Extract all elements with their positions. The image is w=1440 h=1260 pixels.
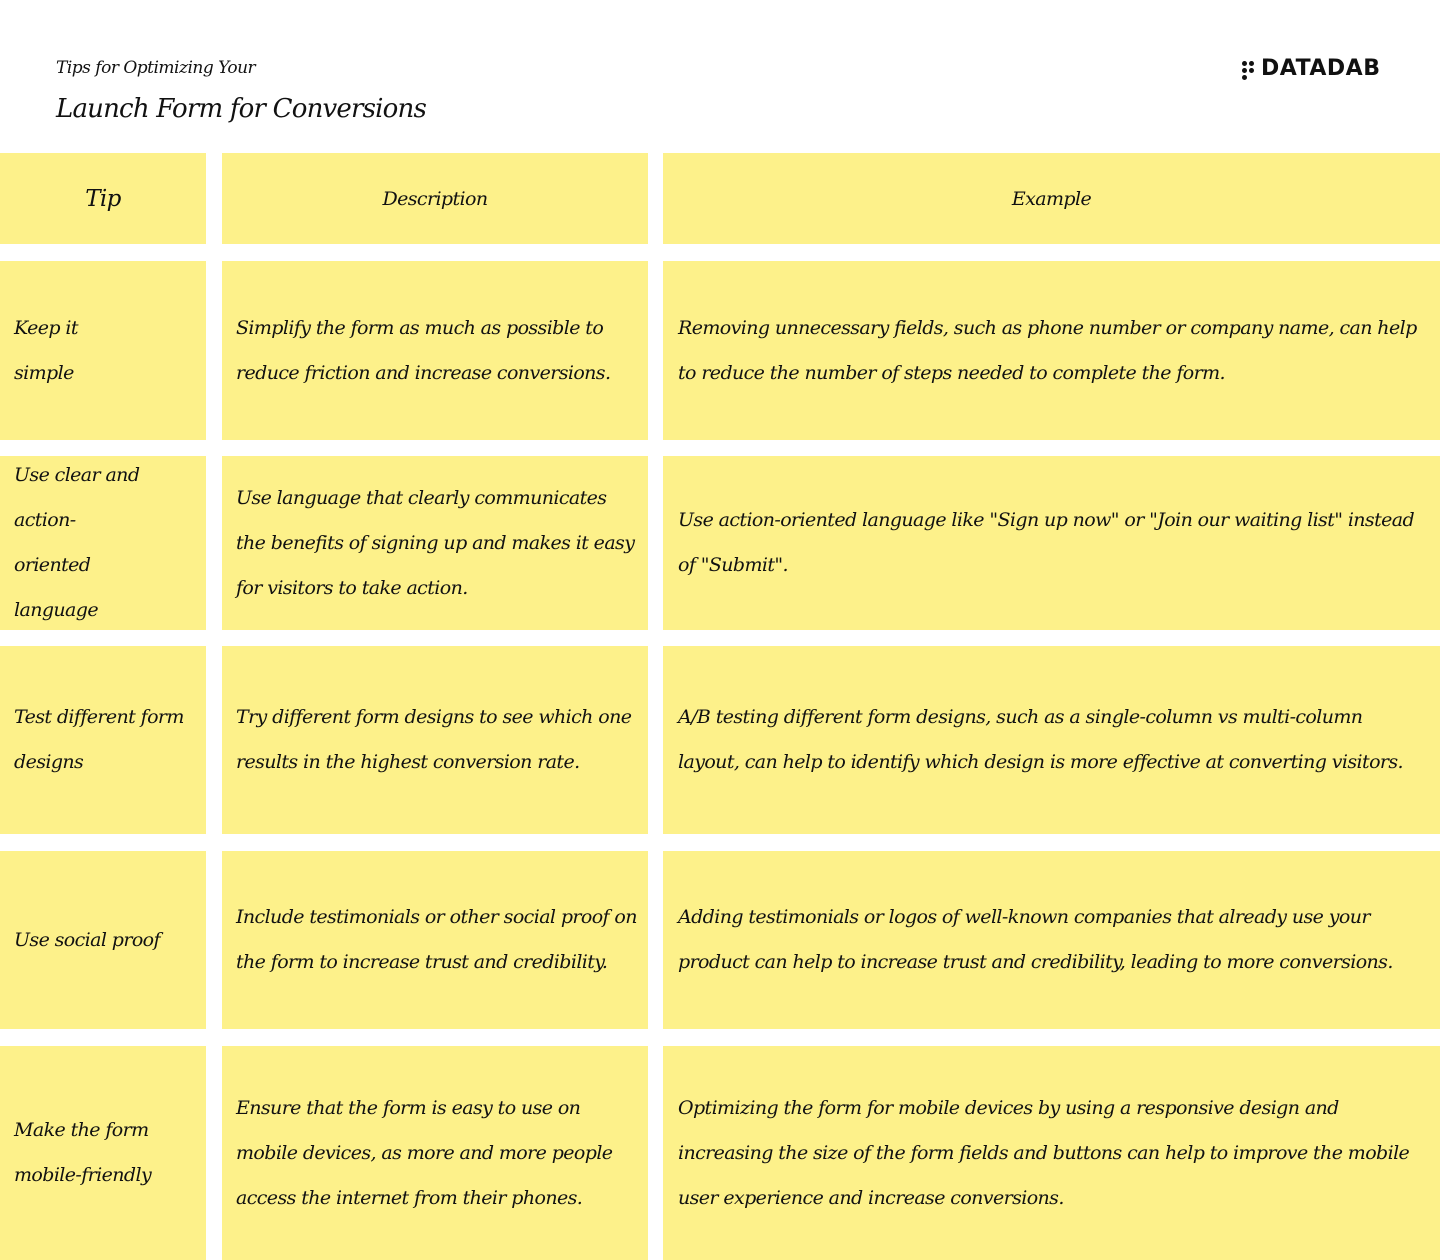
column-header-description <box>222 153 648 244</box>
table-cell-description <box>222 261 648 440</box>
column-header-label: Example <box>1011 187 1092 210</box>
table-cell-example <box>663 646 1440 834</box>
page-subtitle: Tips for Optimizing Your <box>56 58 256 78</box>
table-cell-tip <box>0 1046 206 1260</box>
table-cell-tip <box>0 261 206 440</box>
table-cell-example <box>663 1046 1440 1260</box>
example-text: Adding testimonials or logos of well-known companies that already use your product can help to increase trust and credibility, leading to more conversions. <box>678 906 1393 973</box>
example-text: A/B testing different form designs, such as a single-column vs multi-column layout, can help to identify which design is more effective at converting visitors. <box>678 706 1403 773</box>
table-cell-description <box>222 1046 648 1260</box>
table-cell-example <box>663 456 1440 630</box>
example-text: Removing unnecessary fields, such as phone number or company name, can help to reduce the number of steps needed to complete the form. <box>678 316 1417 384</box>
tip-text: Use clear and action-oriented language <box>14 464 140 621</box>
table-cell-description <box>222 851 648 1029</box>
tip-text: Keep it simple <box>14 316 78 384</box>
tip-text: Test different form designs <box>14 706 184 773</box>
table-cell-example <box>663 851 1440 1029</box>
table-cell-tip <box>0 851 206 1029</box>
tips-table <box>0 153 1440 1260</box>
column-header-tip <box>0 153 206 244</box>
column-header-label: Description <box>382 187 488 210</box>
tip-text: Make the form mobile-friendly <box>14 1119 152 1186</box>
table-cell-description <box>222 646 648 834</box>
table-cell-tip <box>0 646 206 834</box>
description-text: Include testimonials or other social proof on the form to increase trust and credibility. <box>236 906 637 973</box>
page-header <box>0 0 1440 153</box>
description-text: Use language that clearly communicates the benefits of signing up and makes it easy for visitors to take action. <box>236 486 635 599</box>
table-cell-description <box>222 456 648 630</box>
description-text: Simplify the form as much as possible to reduce friction and increase conversions. <box>236 316 611 384</box>
description-text: Ensure that the form is easy to use on mobile devices, as more and more people access the internet from their phones. <box>236 1096 613 1209</box>
table-cell-example <box>663 261 1440 440</box>
logo-dots-icon <box>1242 58 1255 80</box>
tip-text: Use social proof <box>14 928 160 951</box>
table-cell-tip <box>0 456 206 630</box>
example-text: Optimizing the form for mobile devices by using a responsive design and increasing the size of the form fields and buttons can help to improve the mobile user experience and increase conversions. <box>678 1096 1410 1209</box>
logo-text: DATADAB <box>1261 56 1381 81</box>
brand-logo <box>1242 56 1380 81</box>
page-title: Launch Form for Conversions <box>56 94 427 124</box>
example-text: Use action-oriented language like "Sign up now" or "Join our waiting list" instead of "Submit". <box>678 509 1415 576</box>
column-header-example <box>663 153 1440 244</box>
description-text: Try different form designs to see which one results in the highest conversion rate. <box>236 706 632 773</box>
column-header-label: Tip <box>85 185 121 212</box>
